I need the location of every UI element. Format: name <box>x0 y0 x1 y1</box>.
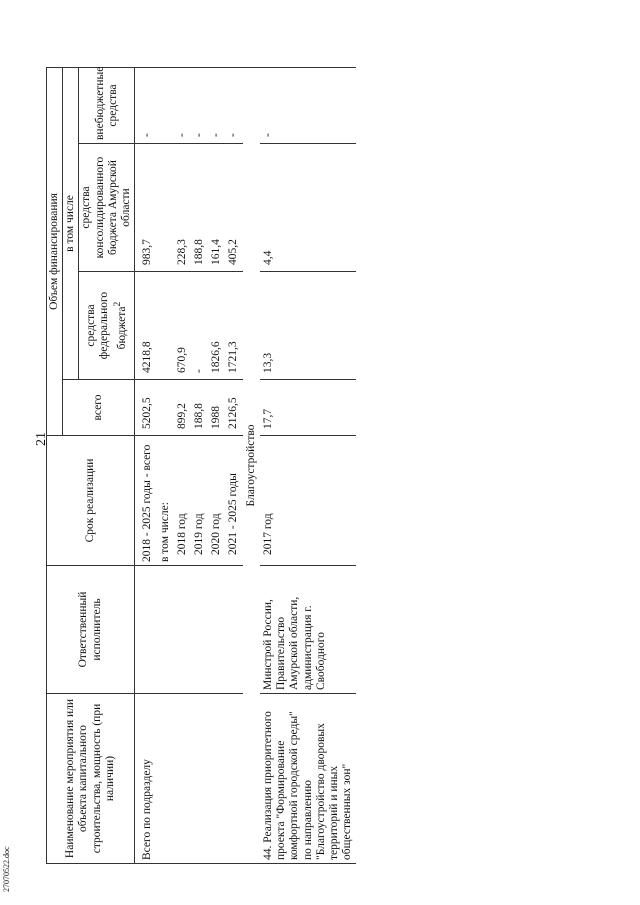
table-row <box>260 67 357 863</box>
extra-cell: - <box>174 67 191 143</box>
total-cell: 1988 <box>208 380 225 436</box>
total-cell: 2126,5 <box>225 380 242 436</box>
financing-table <box>46 67 356 864</box>
total-label: Всего по подразделу <box>135 694 157 864</box>
period-cell: 2019 год <box>191 436 208 566</box>
header-regional: средства консолидированного бюджета Амурской области <box>79 144 135 272</box>
section-title: Благоустройство <box>243 67 260 863</box>
rotated-document <box>0 40 580 900</box>
regional-cell: 4,4 <box>260 144 357 272</box>
header-financing: Объем финансирования <box>47 67 63 435</box>
extra-cell: - <box>225 67 242 143</box>
extra-cell: - <box>135 67 157 143</box>
header-extra: внебюджетные средства <box>79 67 135 143</box>
header-period: Срок реализации <box>47 436 135 566</box>
regional-cell: 161,4 <box>208 144 225 272</box>
regional-cell: 188,8 <box>191 144 208 272</box>
period-cell: 2017 год <box>260 436 357 566</box>
table-row <box>135 67 157 863</box>
federal-cell: - <box>191 272 208 380</box>
page-number: 21 <box>34 432 49 446</box>
extra-cell: - <box>260 67 357 143</box>
table-row <box>191 67 208 863</box>
period-cell: 2020 год <box>208 436 225 566</box>
document-id: 27070522.doc <box>2 846 11 892</box>
regional-cell: 228,3 <box>174 144 191 272</box>
extra-cell: - <box>191 67 208 143</box>
total-cell: 5202,5 <box>135 380 157 436</box>
period-cell: 2018 год <box>174 436 191 566</box>
regional-cell: 983,7 <box>135 144 157 272</box>
total-cell: 17,7 <box>260 380 357 436</box>
total-cell: 188,8 <box>191 380 208 436</box>
header-incl: в том числе <box>63 67 79 379</box>
federal-cell: 4218,8 <box>135 272 157 380</box>
federal-cell: 670,9 <box>174 272 191 380</box>
period-cell: 2021 - 2025 годы <box>225 436 242 566</box>
incl-label: в том числе: <box>157 436 174 566</box>
executor-cell: Минстрой России, Правительство Амурской области, администрация г. Свободного <box>260 566 357 694</box>
section-row <box>243 67 260 863</box>
regional-cell: 405,2 <box>225 144 242 272</box>
total-cell: 899,2 <box>174 380 191 436</box>
header-executor: Ответственный исполнитель <box>47 566 135 694</box>
measure-name: 44. Реализация приоритетного проекта "Формирование комфортной городской среды" по направлению "Благоустройство дворовых территорий и иных общественных зон" <box>260 694 357 864</box>
table-row <box>157 67 174 863</box>
period-cell: 2018 - 2025 годы - всего <box>135 436 157 566</box>
federal-cell: 13,3 <box>260 272 357 380</box>
federal-cell: 1721,3 <box>225 272 242 380</box>
table-row <box>208 67 225 863</box>
table-row <box>225 67 242 863</box>
table-row <box>174 67 191 863</box>
header-federal: средства федерального бюджета$^2$ <box>79 272 135 380</box>
header-name: Наименование мероприятия или объекта капитального строительства, мощность (при наличии) <box>47 694 135 864</box>
extra-cell: - <box>208 67 225 143</box>
federal-cell: 1826,6 <box>208 272 225 380</box>
header-total: всего <box>63 380 135 436</box>
